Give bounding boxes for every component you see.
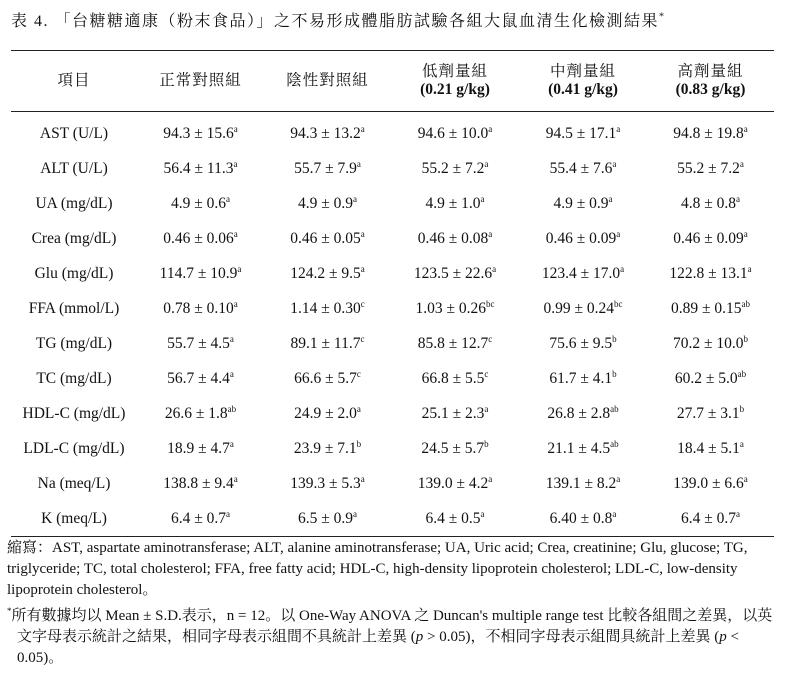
cell-value: 75.6 ± 9.5 <box>549 335 613 353</box>
cell-value: 123.5 ± 22.6 <box>413 265 493 283</box>
table-cell <box>391 396 519 431</box>
table-cell <box>264 221 391 256</box>
significance-letter: a <box>360 473 365 484</box>
table-cell <box>137 501 264 537</box>
column-header-label: 中劑量組 <box>549 63 616 80</box>
row-item-label: ALT (U/L) <box>40 159 108 177</box>
cell-value: 6.4 ± 0.7 <box>170 510 226 528</box>
significance-letter: a <box>360 263 365 274</box>
table-cell <box>519 466 647 501</box>
table-cell <box>647 112 774 152</box>
table-header-row <box>11 51 774 112</box>
cell-value: 61.7 ± 4.1 <box>549 370 613 388</box>
row-item-label: LDL-C (mg/dL) <box>23 439 125 457</box>
column-header-label: 正常對照組 <box>159 72 242 89</box>
cell-value: 0.89 ± 0.15 <box>670 300 742 318</box>
cell-value: 18.9 ± 4.7 <box>167 440 230 458</box>
table-cell <box>647 186 774 221</box>
cell-value: 23.9 ± 7.1 <box>293 440 357 458</box>
column-header <box>137 51 264 112</box>
table-cell <box>391 112 519 152</box>
significance-letter: c <box>360 298 365 309</box>
table-cell <box>264 186 391 221</box>
cell-value: 6.4 ± 0.5 <box>425 510 481 528</box>
cell-value: 24.5 ± 5.7 <box>421 440 485 458</box>
cell-value: 27.7 ± 3.1 <box>676 405 740 423</box>
cell-value: 6.4 ± 0.7 <box>680 510 736 528</box>
table-cell <box>137 112 264 152</box>
table-cell <box>391 291 519 326</box>
cell-value: 85.8 ± 12.7 <box>417 335 489 353</box>
table-cell <box>137 221 264 256</box>
cell-value: 55.2 ± 7.2 <box>677 160 740 178</box>
significance-letter: ab <box>227 403 237 414</box>
table-cell <box>264 291 391 326</box>
significance-letter: b <box>612 368 617 379</box>
cell-value: 66.8 ± 5.5 <box>421 370 485 388</box>
significance-letter: b <box>739 403 745 414</box>
row-item-label: UA (mg/dL) <box>35 194 113 212</box>
table-row <box>11 221 774 256</box>
cell-value: 26.8 ± 2.8 <box>547 405 611 423</box>
cell-value: 6.5 ± 0.9 <box>297 510 353 528</box>
significance-letter: b <box>743 333 748 344</box>
table-row <box>11 466 774 501</box>
cell-value: 55.7 ± 4.5 <box>167 335 230 353</box>
cell-value: 94.6 ± 10.0 <box>417 125 489 143</box>
table-cell <box>264 151 391 186</box>
column-header <box>11 51 137 112</box>
significance-letter: a <box>233 473 238 484</box>
caption-text: 表 4. 「台糖糖適康（粉末食品）」之不易形成體脂肪試驗各組大鼠血清生化檢測結果 <box>11 13 660 30</box>
footnote-asterisk: * <box>7 606 12 616</box>
cell-value: 4.8 ± 0.8 <box>680 195 736 213</box>
table-cell <box>264 326 391 361</box>
table-cell <box>519 326 647 361</box>
table-cell <box>647 291 774 326</box>
cell-value: 6.40 ± 0.8 <box>549 510 613 528</box>
cell-value: 56.7 ± 4.4 <box>167 370 230 388</box>
significance-letter: a <box>736 193 740 204</box>
table-cell <box>264 256 391 291</box>
table-cell <box>519 431 647 466</box>
significance-letter: a <box>620 263 625 274</box>
row-item-label: FFA (mmol/L) <box>28 299 120 317</box>
footnote-text: 所有數據均以 Mean ± S.D.表示，n = 12。以 One-Way ANOVA 之 Duncan's multiple range test 比較各組間之差異，以英文字母表示統計之結果，相同字母表示組間不具統計上差異 (p > 0.05)，不相同字母表示組間具統計上差異 (p < 0.05)。 <box>11 608 773 666</box>
significance-letter: a <box>480 508 485 519</box>
cell-value: 0.46 ± 0.08 <box>417 230 489 248</box>
significance-letter: bc <box>486 298 495 309</box>
cell-value: 70.2 ± 10.0 <box>672 335 744 353</box>
column-header-label: 項目 <box>57 72 91 89</box>
table-caption <box>11 8 783 31</box>
significance-letter: a <box>360 123 365 134</box>
significance-letter: a <box>739 438 744 449</box>
table-cell <box>391 501 519 537</box>
significance-letter: a <box>226 508 230 519</box>
column-header-label: 低劑量組 <box>421 63 488 80</box>
table-cell <box>519 291 647 326</box>
table-cell <box>391 186 519 221</box>
cell-value: 0.78 ± 0.10 <box>163 300 234 318</box>
cell-value: 138.8 ± 9.4 <box>163 475 234 493</box>
cell-value: 0.46 ± 0.09 <box>673 230 744 248</box>
significance-letter: b <box>484 438 489 449</box>
cell-value: 66.6 ± 5.7 <box>294 370 357 388</box>
significance-letter: a <box>226 193 230 204</box>
table-row <box>11 431 774 466</box>
significance-letter: ab <box>741 298 750 309</box>
cell-value: 94.3 ± 13.2 <box>290 125 361 143</box>
cell-value: 139.0 ± 6.6 <box>673 475 744 493</box>
table-cell <box>391 326 519 361</box>
table-cell <box>137 431 264 466</box>
significance-letter: a <box>739 158 744 169</box>
caption-asterisk: * <box>659 11 665 23</box>
cell-value: 114.7 ± 10.9 <box>159 265 238 283</box>
significance-letter: b <box>356 438 362 449</box>
table-cell <box>264 361 391 396</box>
table-cell <box>137 256 264 291</box>
significance-letter: ab <box>610 403 619 414</box>
cell-value: 139.3 ± 5.3 <box>290 475 361 493</box>
cell-value: 4.9 ± 0.9 <box>297 195 353 213</box>
column-header <box>391 51 519 112</box>
table-cell <box>647 396 774 431</box>
row-item-label: Crea (mg/dL) <box>31 229 117 247</box>
table-row <box>11 186 774 221</box>
significance-letter: c <box>484 368 489 379</box>
table-cell <box>137 151 264 186</box>
significance-letter: a <box>612 508 617 519</box>
cell-value: 94.8 ± 19.8 <box>673 125 744 143</box>
table-cell <box>137 186 264 221</box>
column-header <box>647 51 774 112</box>
cell-value: 4.9 ± 0.6 <box>170 195 226 213</box>
table-row <box>11 361 774 396</box>
table-cell <box>391 256 519 291</box>
table-cell <box>519 221 647 256</box>
table-cell <box>647 466 774 501</box>
significance-letter: a <box>229 333 234 344</box>
significance-letter: a <box>229 438 234 449</box>
table-cell <box>647 221 774 256</box>
significance-letter: a <box>356 158 361 169</box>
table-cell <box>264 396 391 431</box>
cell-value: 122.8 ± 13.1 <box>669 265 748 283</box>
significance-letter: a <box>492 263 497 274</box>
cell-value: 123.4 ± 17.0 <box>541 265 621 283</box>
table-cell <box>519 112 647 152</box>
significance-letter: bc <box>614 298 623 309</box>
table-row <box>11 326 774 361</box>
significance-letter: ab <box>610 438 619 449</box>
table-cell <box>519 396 647 431</box>
significance-letter: a <box>608 193 613 204</box>
cell-value: 1.03 ± 0.26 <box>415 300 486 318</box>
statistics-footnote <box>7 601 777 669</box>
significance-letter: a <box>616 228 621 239</box>
column-header-label: 陰性對照組 <box>286 72 369 89</box>
cell-value: 139.0 ± 4.2 <box>417 475 489 493</box>
row-item-label: K (meq/L) <box>41 509 107 527</box>
table-cell <box>264 466 391 501</box>
column-header-label: 高劑量組 <box>677 63 744 80</box>
cell-value: 94.5 ± 17.1 <box>545 125 617 143</box>
significance-letter: a <box>736 508 740 519</box>
table-row <box>11 256 774 291</box>
significance-letter: a <box>616 473 621 484</box>
significance-letter: a <box>488 473 493 484</box>
significance-letter: a <box>480 193 485 204</box>
column-header-dose: (0.41 g/kg) <box>548 81 618 98</box>
table-row <box>11 112 774 152</box>
table-cell <box>647 256 774 291</box>
significance-letter: a <box>353 508 357 519</box>
significance-letter: a <box>353 193 357 204</box>
significance-letter: a <box>743 473 748 484</box>
table-cell <box>647 151 774 186</box>
significance-letter: a <box>356 403 361 414</box>
table-row <box>11 396 774 431</box>
table-cell <box>647 361 774 396</box>
cell-value: 0.46 ± 0.09 <box>545 230 617 248</box>
cell-value: 60.2 ± 5.0 <box>674 370 738 388</box>
table-cell <box>137 326 264 361</box>
significance-letter: a <box>484 403 489 414</box>
row-item-label: HDL-C (mg/dL) <box>22 404 126 422</box>
table-cell <box>391 221 519 256</box>
table-cell <box>137 291 264 326</box>
cell-value: 124.2 ± 9.5 <box>290 265 361 283</box>
cell-value: 4.9 ± 0.9 <box>553 195 609 213</box>
cell-value: 25.1 ± 2.3 <box>421 405 485 423</box>
table-cell <box>519 361 647 396</box>
significance-letter: a <box>488 228 493 239</box>
table-cell <box>264 501 391 537</box>
cell-value: 55.4 ± 7.6 <box>549 160 613 178</box>
table-cell <box>137 466 264 501</box>
table-cell <box>519 256 647 291</box>
significance-letter: a <box>743 228 748 239</box>
significance-letter: a <box>233 298 238 309</box>
row-item-label: TC (mg/dL) <box>36 369 112 387</box>
table-row <box>11 151 774 186</box>
cell-value: 21.1 ± 4.5 <box>547 440 611 458</box>
cell-value: 0.99 ± 0.24 <box>543 300 614 318</box>
row-item-label: AST (U/L) <box>39 124 109 142</box>
column-header-dose: (0.83 g/kg) <box>675 81 746 98</box>
cell-value: 55.2 ± 7.2 <box>421 160 485 178</box>
cell-value: 55.7 ± 7.9 <box>294 160 357 178</box>
significance-letter: a <box>360 228 365 239</box>
table-cell <box>647 501 774 537</box>
significance-letter: b <box>612 333 617 344</box>
significance-letter: a <box>233 158 238 169</box>
serum-biochemistry-table <box>11 50 774 537</box>
abbreviation-note: 縮寫：AST, aspartate aminotransferase; ALT, alanine aminotransferase; UA, Uric acid; Crea, creatinine; Glu, glucose; TG, triglyceride; TC, total cholesterol; FFA, free fatty acid; HDL-C, high-density lipoprotein cholesterol; LDL-C, low-density lipoprotein cholesterol。 <box>7 540 748 598</box>
column-header-dose: (0.21 g/kg) <box>420 81 490 98</box>
table-cell <box>391 431 519 466</box>
table-cell <box>391 361 519 396</box>
significance-letter: c <box>356 368 361 379</box>
cell-value: 26.6 ± 1.8 <box>164 405 228 423</box>
cell-value: 56.4 ± 11.3 <box>163 160 234 178</box>
table-cell <box>519 186 647 221</box>
significance-letter: c <box>360 333 365 344</box>
column-header <box>519 51 647 112</box>
cell-value: 94.3 ± 15.6 <box>163 125 234 143</box>
table-cell <box>647 326 774 361</box>
cell-value: 18.4 ± 5.1 <box>677 440 740 458</box>
significance-letter: a <box>743 123 748 134</box>
cell-value: 139.1 ± 8.2 <box>545 475 617 493</box>
table-cell <box>519 151 647 186</box>
table-cell <box>137 361 264 396</box>
cell-value: 24.9 ± 2.0 <box>294 405 357 423</box>
significance-letter: a <box>233 123 238 134</box>
table-row <box>11 501 774 537</box>
table-notes <box>7 538 777 669</box>
significance-letter: ab <box>737 368 747 379</box>
significance-letter: a <box>237 263 242 274</box>
table-cell <box>264 112 391 152</box>
column-header <box>264 51 391 112</box>
cell-value: 4.9 ± 1.0 <box>425 195 481 213</box>
significance-letter: a <box>229 368 234 379</box>
row-item-label: TG (mg/dL) <box>35 334 113 352</box>
significance-letter: a <box>484 158 489 169</box>
cell-value: 1.14 ± 0.30 <box>290 300 361 318</box>
significance-letter: a <box>488 123 493 134</box>
table-body <box>11 112 774 537</box>
significance-letter: c <box>488 333 493 344</box>
table-cell <box>519 501 647 537</box>
cell-value: 0.46 ± 0.05 <box>290 230 361 248</box>
significance-letter: a <box>612 158 617 169</box>
table-cell <box>137 396 264 431</box>
table-cell <box>647 431 774 466</box>
significance-letter: a <box>233 228 238 239</box>
row-item-label: Glu (mg/dL) <box>34 264 114 282</box>
significance-letter: a <box>616 123 621 134</box>
cell-value: 89.1 ± 11.7 <box>290 335 361 353</box>
significance-letter: a <box>747 263 752 274</box>
row-item-label: Na (meq/L) <box>37 474 111 492</box>
table-cell <box>391 151 519 186</box>
table-cell <box>264 431 391 466</box>
table-cell <box>391 466 519 501</box>
table-row <box>11 291 774 326</box>
cell-value: 0.46 ± 0.06 <box>163 230 234 248</box>
